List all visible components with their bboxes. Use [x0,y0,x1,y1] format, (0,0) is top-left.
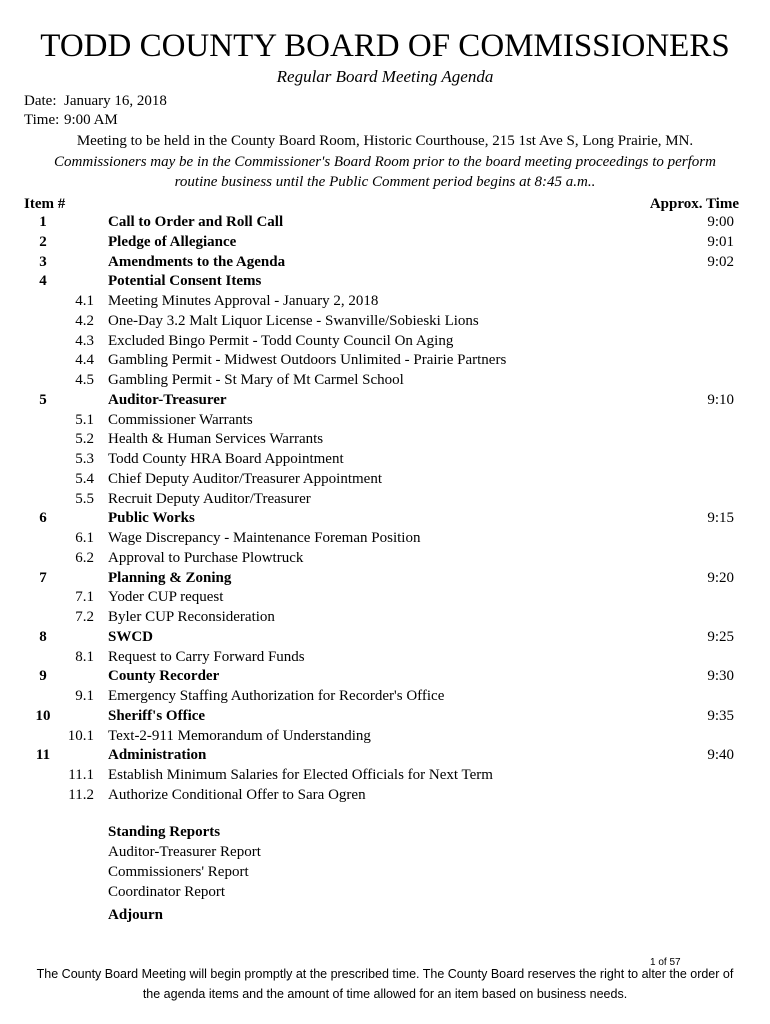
subitem-number: 4.2 [75,312,94,329]
subitem-number: 7.1 [75,589,94,606]
meeting-location: Meeting to be held in the County Board Room, Historic Courthouse, 215 1st Ave S, Long Prairie, MN. [76,133,694,149]
date-label: Date: [24,93,57,109]
note-line-2: routine business until the Public Comment period begins at 8:45 a.m.. [174,174,596,190]
time-column-header: Approx. Time [649,196,739,212]
item-title: Authorize Conditional Offer to Sara Ogren [108,786,366,803]
item-number: 11 [35,747,51,764]
item-time: 9:10 [707,391,734,408]
item-title: Auditor-Treasurer [108,391,227,408]
item-title: Request to Carry Forward Funds [108,648,305,665]
subitem-number: 6.1 [75,530,94,546]
footer-note [0,964,770,1004]
agenda-subitem [0,352,770,372]
subitem-number: 5.4 [75,470,94,487]
agenda-item [0,392,770,412]
agenda-item [0,254,770,274]
standing-report-item: Coordinator Report [108,884,226,900]
item-title: Administration [108,747,207,764]
item-number: 6 [39,510,47,527]
agenda-subitem [0,333,770,353]
item-time: 9:30 [707,668,734,685]
footer-line-1: The County Board Meeting will begin promptly at the prescribed time. The County Board reserves the right to alter the order of [36,967,734,981]
item-title: Byler CUP Reconsideration [108,609,275,625]
item-title: Potential Consent Items [108,273,262,290]
agenda-subitem [0,649,770,669]
item-title: Health & Human Services Warrants [108,431,324,448]
subitem-number: 5.1 [75,411,94,428]
item-title: Gambling Permit - St Mary of Mt Carmel School [108,372,404,388]
subitem-number: 8.1 [75,648,94,665]
note-line-1: Commissioners may be in the Commissioner's Board Room prior to the board meeting proceedings to perform [54,154,716,170]
item-time: 9:01 [707,233,734,250]
item-title: Yoder CUP request [108,589,224,606]
agenda-subitem [0,293,770,313]
agenda-item [0,708,770,728]
item-title: SWCD [108,628,154,645]
item-number: 7 [39,569,47,586]
time-value: 9:00 AM [64,112,118,128]
subitem-number: 4.1 [75,293,94,309]
subitem-number: 5.3 [75,451,94,467]
commissioners-note [40,152,730,192]
agenda-item [0,510,770,530]
item-title: Gambling Permit - Midwest Outdoors Unlimited - Prairie Partners [108,352,507,369]
item-title: Wage Discrepancy - Maintenance Foreman Position [108,530,421,546]
item-title: Recruit Deputy Auditor/Treasurer [108,490,311,507]
item-number: 5 [39,391,47,408]
item-title: Amendments to the Agenda [108,253,286,270]
item-time: 9:40 [707,747,734,764]
item-time: 9:25 [707,628,734,645]
item-time: 9:15 [707,510,734,527]
item-title: Call to Order and Roll Call [108,214,284,230]
agenda-item [0,668,770,688]
item-number: 1 [39,214,47,230]
item-time: 9:00 [707,214,734,230]
date-value: January 16, 2018 [64,93,167,109]
item-number: 3 [39,253,47,270]
item-title: Establish Minimum Salaries for Elected Officials for Next Term [108,767,493,783]
subitem-number: 4.4 [75,352,94,369]
item-title: Planning & Zoning [108,569,232,586]
agenda-item [0,747,770,767]
agenda-subitem [0,530,770,550]
subitem-number: 5.5 [75,490,94,507]
item-time: 9:02 [707,253,734,270]
agenda-item [0,570,770,590]
agenda-item [0,629,770,649]
item-number: 9 [39,668,47,685]
agenda-subitem [0,688,770,708]
agenda-subitem [0,609,770,629]
meeting-date [24,93,167,110]
item-time: 9:20 [707,569,734,586]
agenda-item [0,273,770,293]
agenda-subitem [0,550,770,570]
standing-reports-heading: Standing Reports [108,824,221,840]
subitem-number: 4.3 [75,332,94,349]
document-title: TODD COUNTY BOARD OF COMMISSIONERS [40,28,730,64]
item-title: Emergency Staffing Authorization for Recorder's Office [108,688,445,704]
subitem-number: 5.2 [75,431,94,448]
item-title: Todd County HRA Board Appointment [108,451,344,467]
agenda-subitem [0,372,770,392]
standing-report-item: Auditor-Treasurer Report [108,844,261,860]
subitem-number: 11.1 [68,767,94,783]
item-title: County Recorder [108,668,220,685]
agenda-item [0,214,770,234]
agenda-subitem [0,491,770,511]
adjourn-label: Adjourn [108,907,164,923]
meeting-time [24,112,118,129]
item-title: Excluded Bingo Permit - Todd County Council On Aging [108,332,454,349]
item-title: Commissioner Warrants [108,411,253,428]
agenda-subitem [0,431,770,451]
item-time: 9:35 [707,707,734,724]
agenda-subitem [0,471,770,491]
item-title: Chief Deputy Auditor/Treasurer Appointment [108,470,382,487]
item-title: Text-2-911 Memorandum of Understanding [108,727,371,744]
item-title: Sheriff's Office [108,707,206,724]
item-column-header: Item # [24,196,66,212]
document-subtitle: Regular Board Meeting Agenda [276,67,494,86]
subitem-number: 9.1 [75,688,94,704]
agenda-subitem [0,412,770,432]
subitem-number: 11.2 [68,786,94,803]
standing-report-item: Commissioners' Report [108,864,249,880]
item-title: Public Works [108,510,195,527]
item-number: 8 [39,628,47,645]
agenda-subitem [0,589,770,609]
subitem-number: 7.2 [75,609,94,625]
item-title: Approval to Purchase Plowtruck [108,549,304,566]
item-title: One-Day 3.2 Malt Liquor License - Swanville/Sobieski Lions [108,312,479,329]
subitem-number: 4.5 [75,372,94,388]
item-title: Pledge of Allegiance [108,233,237,250]
item-number: 2 [39,233,47,250]
agenda-subitem [0,451,770,471]
subitem-number: 10.1 [67,727,94,744]
agenda-subitem [0,767,770,787]
item-number: 10 [35,707,51,724]
agenda-subitem [0,787,770,807]
time-label: Time: [24,112,60,128]
agenda-item [0,234,770,254]
item-number: 4 [39,273,47,290]
item-title: Meeting Minutes Approval - January 2, 2018 [108,293,379,309]
footer-line-2: the agenda items and the amount of time allowed for an item based on business needs. [142,987,628,1001]
subitem-number: 6.2 [75,549,94,566]
agenda-subitem [0,728,770,748]
page-number: 1 of 57 [650,957,681,968]
agenda-subitem [0,313,770,333]
